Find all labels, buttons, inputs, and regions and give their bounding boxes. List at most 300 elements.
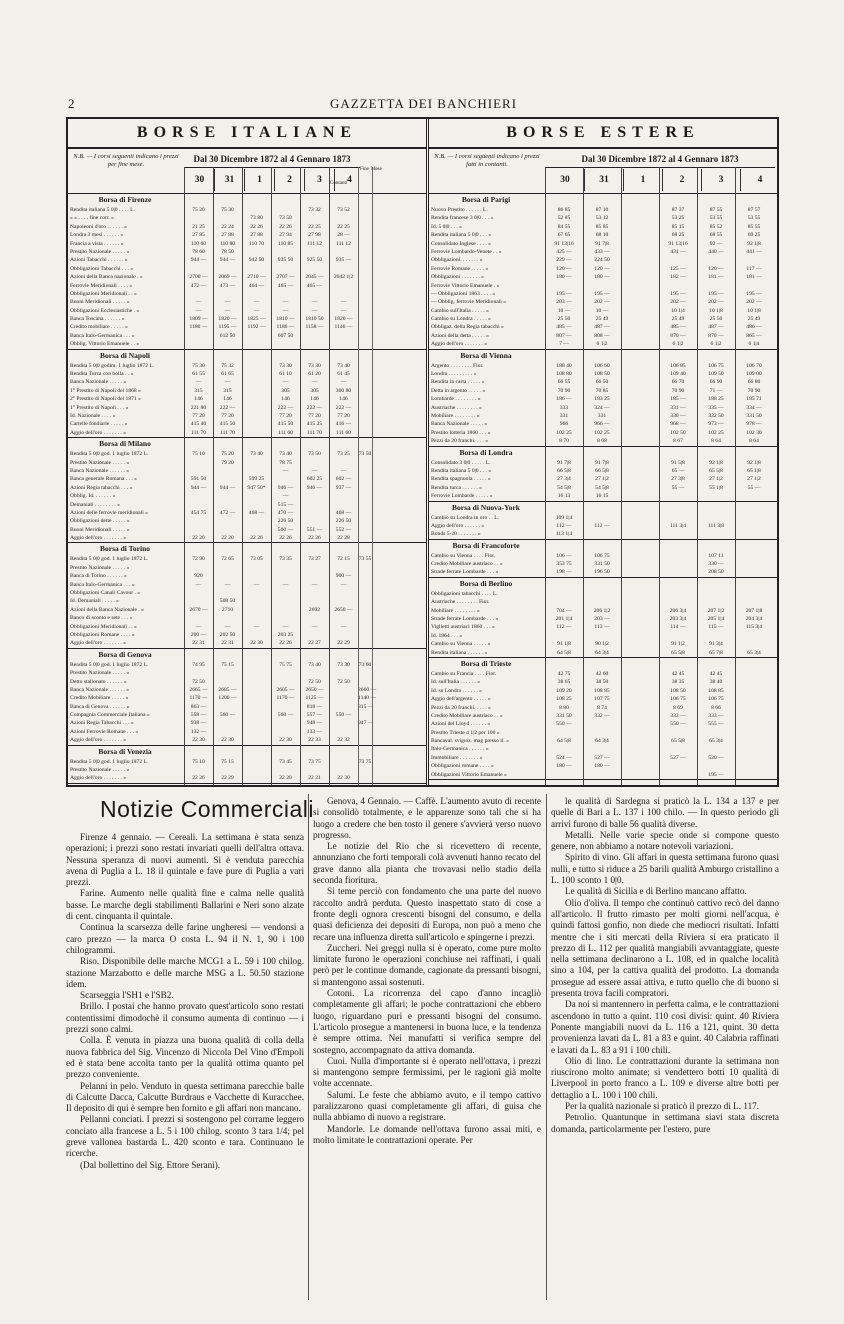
price-cell (271, 766, 300, 774)
price-cell (697, 598, 735, 606)
security-name: Azioni della Banca nazionale . » (70, 274, 143, 281)
table-row (429, 720, 777, 728)
price-cell: 92 1|8 (747, 240, 761, 247)
price-cell: 115 3|4 (745, 624, 763, 631)
price-cell: 1146 — (334, 324, 353, 331)
price-cell: 75 75 (279, 661, 292, 668)
security-name: Rendita italiana 5 0|0 . . . » (431, 232, 492, 239)
price-cell: 42 60 (595, 670, 609, 677)
price-cell (184, 517, 213, 525)
price-cell: 416 — (335, 421, 352, 428)
table-row (429, 307, 777, 315)
price-cell (735, 712, 773, 720)
price-cell: 68 25 (671, 232, 685, 239)
price-cell (358, 678, 372, 686)
price-cell: 71 — (709, 387, 723, 394)
price-cell: 120 — (556, 265, 572, 272)
price-cell: 102 25 (594, 429, 610, 436)
price-cell: 53 55 (709, 215, 723, 222)
price-cell (621, 615, 659, 623)
price-cell: 433 — (594, 248, 610, 255)
price-cell (271, 248, 300, 256)
price-cell: 75 30 (221, 207, 234, 213)
page-number: 2 (68, 96, 75, 111)
fine-mese-label (360, 167, 382, 172)
security-name: Napoleoni d'oro . . . . . . » (70, 223, 127, 230)
price-cell (271, 728, 300, 736)
column-divider (546, 794, 547, 1300)
price-cell (213, 501, 242, 509)
table-row (429, 223, 777, 231)
price-cell: 27 3|4 (557, 476, 571, 483)
table-row (429, 745, 777, 753)
price-cell: 331 50 (556, 712, 572, 719)
price-cell: 1195 — (218, 324, 237, 331)
price-cell (213, 526, 242, 534)
price-cell (242, 206, 271, 214)
price-cell: 75 15 (221, 661, 234, 668)
price-cell (697, 762, 735, 770)
security-name: Buoni Meridionali . . . . . » (70, 526, 130, 533)
price-cell: 6 1|4 (748, 341, 760, 348)
security-name: Id. 5 0|0 . . . » (431, 223, 462, 230)
price-cell: 42 45 (709, 670, 723, 677)
exchange-section (429, 540, 777, 578)
price-cell: 73 32 (308, 207, 321, 213)
price-cell: 454 75 (190, 509, 207, 516)
table-row (429, 395, 777, 403)
price-cell: 110 85 (277, 240, 294, 247)
price-cell: 68 55 (709, 232, 723, 239)
borse-estere-body (429, 194, 777, 780)
price-cell: 938 — (190, 720, 207, 727)
price-cell (242, 395, 271, 403)
exchange-section (429, 447, 777, 502)
price-cell: 55 — (671, 484, 685, 491)
fine-mese-word: Mese (370, 167, 382, 172)
price-cell (242, 606, 271, 614)
price-cell (271, 669, 300, 677)
price-cell: 8 74 (597, 704, 607, 711)
price-cell: 106 75 (708, 362, 724, 369)
price-cell (735, 282, 773, 290)
table-row (429, 340, 777, 348)
price-cell (213, 678, 242, 686)
price-cell: 472 — (190, 282, 207, 289)
price-cell: 948 — (306, 720, 323, 727)
price-cell: — (195, 307, 202, 314)
price-cell (300, 214, 329, 222)
price-cell (358, 492, 372, 500)
price-cell (358, 728, 372, 736)
table-row (429, 459, 777, 467)
price-cell: 75 30 (192, 362, 205, 369)
security-name: Prestito Nazionale . . . . . » (70, 767, 130, 774)
price-cell (621, 720, 659, 728)
price-cell (621, 607, 659, 615)
price-cell (271, 597, 300, 605)
borse-estere-header (429, 149, 777, 194)
table-row (429, 420, 777, 428)
price-cell: 91 1|8 (557, 641, 571, 648)
security-name: Compagnia Commerciale Italiana » (70, 712, 150, 719)
price-cell: 968 — (670, 421, 686, 428)
price-cell (242, 719, 271, 727)
price-cell: 146 (223, 396, 232, 403)
table-row (429, 762, 777, 770)
price-cell (697, 256, 735, 264)
price-cell (621, 214, 659, 222)
price-cell (358, 501, 372, 509)
price-cell (213, 492, 242, 500)
price-cell: 200 — (190, 631, 207, 638)
price-cell: — (195, 623, 202, 630)
price-cell: 53 55 (747, 215, 761, 222)
price-cell (242, 370, 271, 378)
price-cell: 72 50 (337, 678, 350, 685)
table-row (429, 492, 777, 500)
price-cell: 22 28 (337, 535, 350, 542)
price-cell (213, 572, 242, 580)
price-cell: 8 67 (673, 438, 683, 445)
price-cell (184, 340, 213, 348)
price-cell: 22 26 (279, 535, 292, 542)
price-cell: — (282, 581, 289, 588)
price-cell: 27 94 (279, 232, 292, 239)
price-cell (242, 631, 271, 639)
price-cell (358, 323, 372, 331)
price-cell (213, 728, 242, 736)
price-cell: 73 30 (337, 661, 350, 668)
price-cell: 91 1|2 (671, 641, 685, 648)
price-cell: 87 37 (671, 207, 685, 213)
price-cell (184, 614, 213, 622)
security-name: Obbligazioni Meridionali . . » (70, 623, 137, 630)
price-cell: 85 15 (671, 223, 685, 230)
price-cell (242, 265, 271, 273)
price-cell: 90 1|2 (595, 641, 609, 648)
security-name: Id. 1864 . . . » (431, 632, 463, 639)
price-cell: 117 — (746, 265, 762, 272)
price-cell (735, 670, 773, 678)
price-cell: 109 40 (670, 371, 686, 378)
price-cell: — (311, 379, 318, 386)
price-cell (621, 745, 659, 753)
price-cell (621, 649, 659, 657)
price-cell (621, 437, 659, 445)
price-cell (271, 606, 300, 614)
security-name: Obblig. Vittorio Emanuele . . » (70, 341, 140, 348)
price-cell (358, 597, 372, 605)
price-cell (213, 766, 242, 774)
security-name: Obbligazioni Ecclesiastiche . » (70, 307, 140, 314)
price-cell: 6 1|2 (672, 341, 684, 348)
price-cell (271, 703, 300, 711)
price-cell (358, 282, 372, 290)
price-cell (659, 256, 697, 264)
price-cell: 109 20 (556, 687, 572, 694)
price-cell: 947 — (358, 720, 374, 727)
security-name: Strade ferrate Lombarde . . . » (431, 569, 499, 576)
price-cell: 55 1|8 (709, 484, 723, 491)
price-cell: 305 (310, 387, 319, 394)
price-cell: 10 1|8 (709, 307, 723, 314)
price-cell: 79 20 (221, 459, 234, 466)
price-cell: 111 70 (191, 429, 206, 436)
security-name: Aggio dell'oro . . . . . . . » (431, 341, 488, 348)
price-cell (271, 572, 300, 580)
price-cell: 973 — (708, 421, 724, 428)
table-row (429, 552, 777, 560)
price-cell (271, 475, 300, 483)
security-name: Prestito Nazionale . . . . . » (70, 564, 130, 571)
security-name: Lombarde . . . . . . . . » (431, 396, 481, 403)
price-cell (735, 598, 773, 606)
price-cell: 560 — (277, 712, 294, 719)
price-cell: 508 50 (219, 598, 236, 605)
price-cell: 107 75 (594, 696, 610, 703)
price-cell (271, 678, 300, 686)
article-paragraph: Cotoni. La ricorrenza del capo d'anno incagliò completamente gli affari; le poche contrattazioni che ebbero luogo, riguardano puri e pressanti bisogni del consumo. L'articolo prosegue a mantenersi in buona luce, e la tendenza è sempre ottima. Nei manufatti si verifica sempre del sostegno, accompagnato da attiva domanda. (313, 988, 541, 1055)
price-cell (184, 290, 213, 298)
price-cell (329, 703, 358, 711)
price-cell: 485 — (556, 324, 572, 331)
security-name: Id. su Londra . . . . . . » (431, 687, 482, 694)
price-cell: 112 — (556, 624, 572, 631)
price-cell: 808 — (594, 332, 610, 339)
price-cell (735, 256, 773, 264)
price-cell: 2045 — (305, 274, 324, 281)
price-cell: 102 50 (670, 429, 686, 436)
price-cell (213, 265, 242, 273)
price-cell (735, 737, 773, 745)
price-cell (358, 240, 372, 248)
price-cell: 2665 — (189, 686, 208, 693)
price-cell: 73 40 (308, 661, 321, 668)
price-cell: 74 95 (192, 661, 205, 668)
price-cell (358, 475, 372, 483)
price-cell: 202 — (594, 299, 610, 306)
security-name: Rendita 5 0|0 god. 1 luglio 1872 L. (70, 758, 149, 765)
price-cell: 73 80 (250, 215, 263, 222)
borse-italiane-title: BORSE ITALIANE (68, 119, 426, 149)
price-cell: 22 31 (221, 640, 234, 647)
price-cell: 472 — (219, 509, 236, 516)
security-name: Rendita francese 3 0|0 . . . » (431, 215, 494, 222)
price-cell: 86 85 (557, 207, 571, 213)
price-cell (735, 687, 773, 695)
price-cell (271, 564, 300, 572)
price-cell: 186 — (556, 396, 572, 403)
price-cell: 612 50 (219, 332, 236, 339)
price-cell (271, 206, 300, 214)
price-cell: 102 25 (708, 429, 724, 436)
price-cell: 2707 — (276, 274, 295, 281)
security-name: Rendita 5 0|0 god. 1 luglio 1872 L. (70, 661, 149, 668)
price-cell: 331 (559, 412, 569, 419)
price-cell: 22 25 (308, 223, 321, 230)
price-cell: 1200 — (218, 695, 237, 702)
price-cell: — (224, 299, 231, 306)
article-paragraph: Le qualità di Sicilia e di Berlino mancano affatto. (565, 886, 747, 897)
price-cell (213, 589, 242, 597)
price-cell: 201 1|4 (555, 616, 573, 623)
price-cell (735, 720, 773, 728)
column-rule (583, 167, 584, 785)
exchange-title: Borsa di Francoforte (452, 540, 520, 550)
price-cell: 8 64 (749, 438, 759, 445)
price-cell (213, 703, 242, 711)
price-cell: 203 3|4 (669, 616, 687, 623)
column-rule (697, 167, 698, 785)
price-cell (213, 669, 242, 677)
price-cell (213, 475, 242, 483)
price-cell: 73 27 (308, 556, 321, 563)
price-cell: 65 5|8 (671, 649, 685, 656)
price-cell (242, 711, 271, 719)
price-cell (358, 290, 372, 298)
price-cell: 180 — (594, 274, 610, 281)
price-cell (358, 534, 372, 542)
price-cell: 182 — (670, 274, 686, 281)
price-cell: 203 — (556, 299, 572, 306)
price-cell: 22 30 (221, 737, 234, 744)
price-cell (621, 598, 659, 606)
price-cell (358, 370, 372, 378)
price-cell: 110 80 (219, 240, 236, 247)
price-cell (659, 729, 697, 737)
price-cell: 73 05 (250, 556, 263, 563)
exchange-title: Borsa di Parigi (461, 195, 511, 204)
price-cell: 441 — (746, 248, 762, 255)
day-header: 31 (214, 169, 244, 191)
price-cell: 333 — (708, 712, 724, 719)
price-cell (184, 766, 213, 774)
security-name: Francia a vista . . . . . . » (70, 240, 124, 247)
price-cell: — (282, 307, 289, 314)
security-name: Prestito Trieste 4 1|2 per 100 » (431, 729, 500, 736)
price-cell: 8 70 (559, 438, 569, 445)
price-cell: 25 49 (671, 316, 685, 323)
price-cell (583, 729, 621, 737)
price-cell: 555 — (708, 721, 724, 728)
price-cell: 473 — (219, 282, 236, 289)
price-cell: 524 — (556, 754, 572, 761)
security-name: Obbligazioni Tabacchi . . . » (70, 265, 134, 272)
price-cell (545, 632, 583, 640)
price-cell: 330 — (670, 412, 686, 419)
price-cell (329, 214, 358, 222)
price-cell: — (282, 379, 289, 386)
price-cell (545, 729, 583, 737)
price-cell (300, 564, 329, 572)
price-cell: 602 25 (306, 476, 323, 483)
price-cell: 73 45 (279, 758, 292, 765)
price-cell (358, 509, 372, 517)
price-cell: 591 50 (190, 476, 207, 483)
price-cell (621, 273, 659, 281)
column-divider (308, 794, 309, 1300)
price-cell (184, 526, 213, 534)
price-cell (621, 378, 659, 386)
price-cell (300, 340, 329, 348)
security-name: Rendita 5 0|0 god. 1 luglio 1872 L. (70, 556, 149, 563)
price-cell: 966 (559, 421, 569, 428)
price-cell: 205 1|4 (707, 616, 725, 623)
price-cell: 818 — (306, 703, 323, 710)
price-cell (213, 719, 242, 727)
price-cell: 91 7|8 (595, 240, 609, 247)
price-cell (358, 589, 372, 597)
column-rule (659, 167, 660, 785)
day-header: 1 (623, 169, 662, 191)
price-cell: 54 5|8 (557, 484, 571, 491)
price-cell (358, 429, 372, 437)
security-name: Aggio dell'oro . . . . . . . » (70, 535, 127, 542)
exchange-title: Borsa di Trieste (460, 658, 512, 668)
column-rule (242, 167, 243, 785)
borse-estere-range: Dal 30 Dicembre 1872 al 4 Gennaro 1873 (545, 151, 775, 168)
price-cell: 300 80 (335, 387, 352, 394)
price-cell: — (311, 581, 318, 588)
table-row (429, 298, 777, 306)
price-cell: 73 40 (337, 362, 350, 369)
price-cell: 73 40 (250, 451, 263, 458)
price-cell: 27 85 (192, 232, 205, 239)
price-cell: 22 21 (308, 775, 321, 782)
security-name: Detto stallonato . . . . . . » (70, 678, 127, 685)
security-name: Azioni della Banca Nazionale . » (70, 606, 144, 613)
price-cell (242, 526, 271, 534)
price-cell (621, 307, 659, 315)
price-cell: 978 — (746, 421, 762, 428)
price-cell: 22 30 (337, 775, 350, 782)
price-cell: 550 — (335, 712, 352, 719)
exchange-section (429, 350, 777, 447)
table-row (429, 729, 777, 737)
security-name: Obbligazioni Meridionali . . » (70, 290, 137, 297)
price-cell: 73 50 (279, 215, 292, 222)
price-cell: 520 — (708, 754, 724, 761)
price-cell: 108 85 (594, 687, 610, 694)
table-row (429, 265, 777, 273)
price-cell: 77 20 (279, 412, 292, 419)
price-cell: 942 50 (248, 257, 265, 264)
article-paragraph: Riso. Disponibile delle marche MCG1 a L. 59 i 100 chilog. stazione Marzabotto e delle marche MSG a L. 50.50 stazione idem. (66, 956, 304, 989)
price-cell (329, 758, 358, 766)
price-cell (583, 590, 621, 598)
exchange-title: Borsa di Vienna (460, 350, 512, 360)
price-cell: 925 50 (306, 257, 323, 264)
price-cell: 114 — (670, 624, 686, 631)
exchange-section (429, 194, 777, 350)
price-cell: 8 69 (673, 704, 683, 711)
price-cell: 2042 1|2 (333, 274, 354, 281)
price-cell (697, 632, 735, 640)
price-cell: 25 49 (747, 316, 761, 323)
price-cell: 25 50 (557, 316, 571, 323)
price-cell: 331 (597, 412, 607, 419)
price-cell (697, 590, 735, 598)
security-name: Rendita spagnuola . . . . . » (431, 476, 491, 483)
price-cell: 515 — (277, 501, 294, 508)
price-cell: 935 — (335, 257, 352, 264)
price-cell: 440 — (708, 248, 724, 255)
price-cell (358, 332, 372, 340)
security-name: Aggio dell'oro . . . . . . . » (70, 775, 127, 782)
price-cell: 66 90 (709, 379, 723, 386)
price-cell (358, 387, 372, 395)
